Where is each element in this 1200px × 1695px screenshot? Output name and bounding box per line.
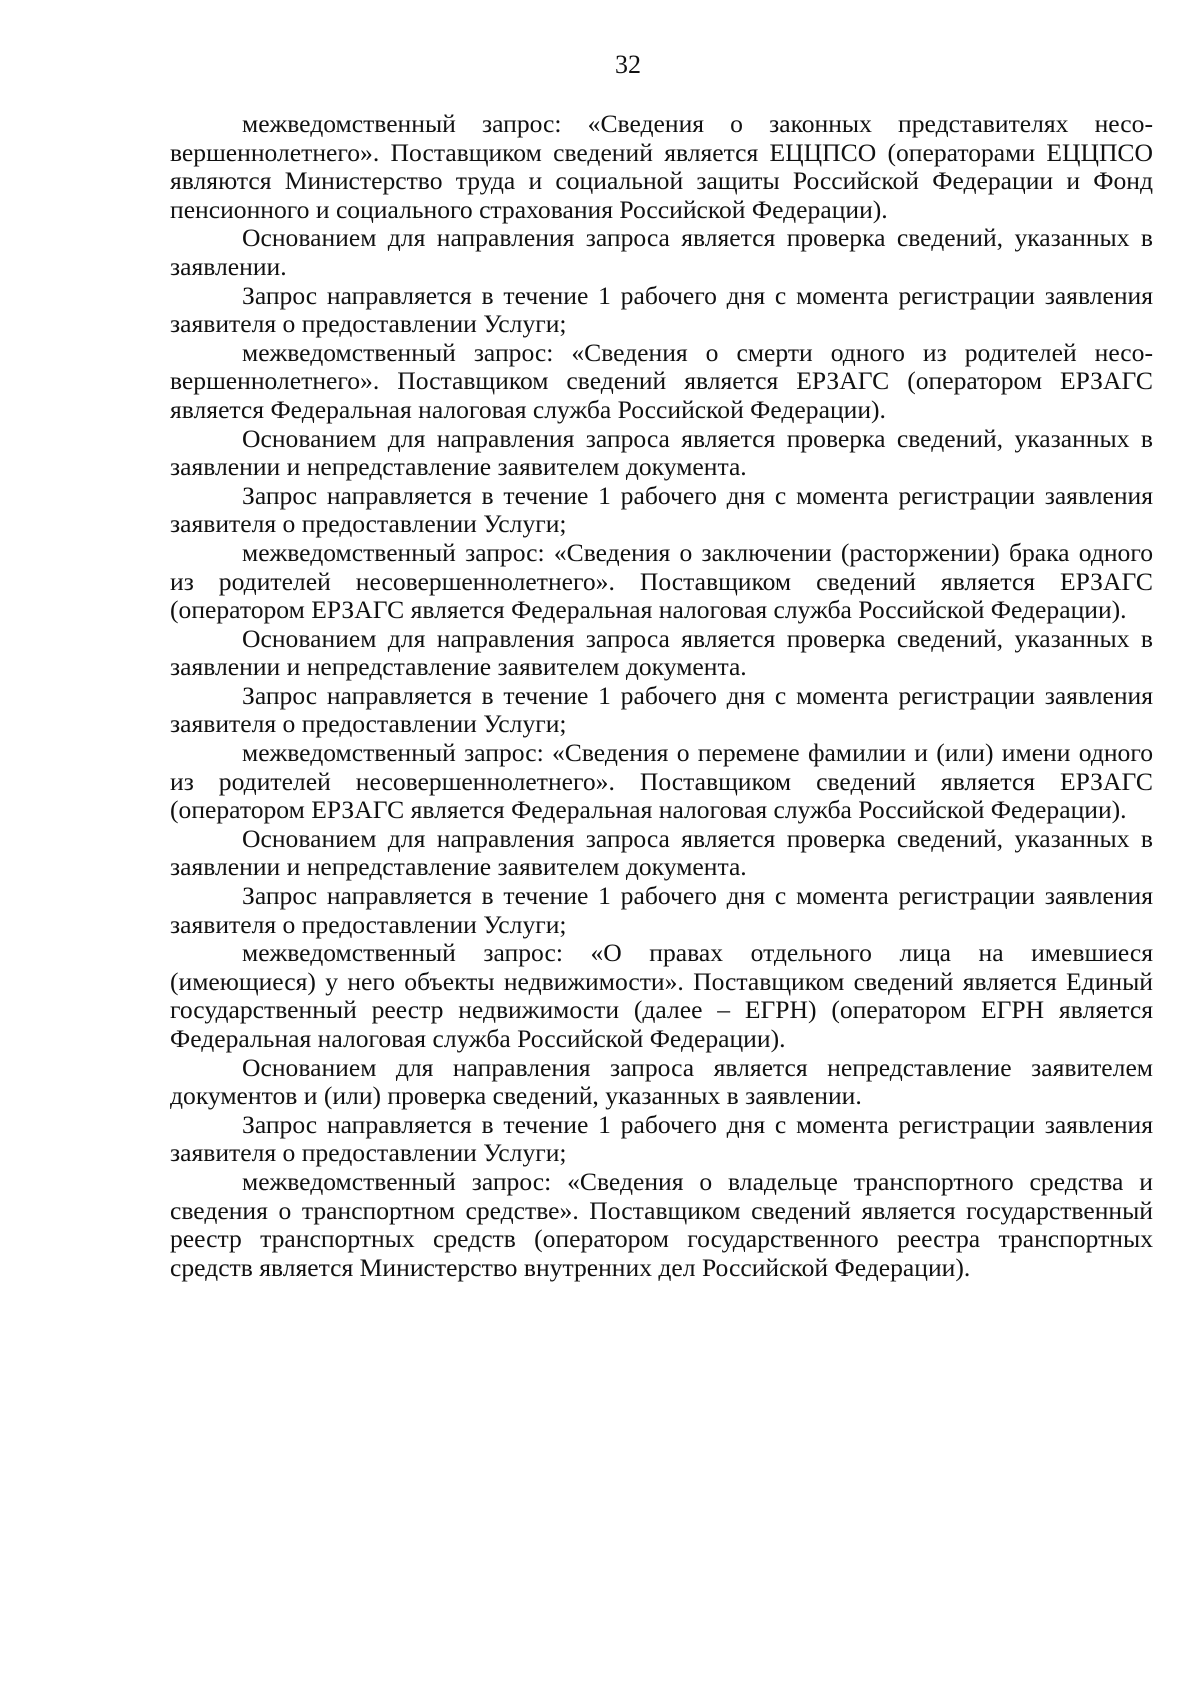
paragraph: Основанием для направления запроса является непредставление заявителем документов и (или) проверка сведений, указанных в заявлении. — [170, 1052, 1153, 1111]
document-body — [170, 110, 1153, 1282]
paragraph: Запрос направляется в течение 1 рабочего дня с момента регистрации заявления заявителя о предоставлении Услуги; — [170, 280, 1153, 339]
paragraph: межведомственный запрос: «Сведения о законных представителях несовершеннолетнего». Поставщиком сведений является ЕЦЦПСО (операторами ЕЦЦПСО являются Министерство труда и социальной защиты Российской Федерации и Фонд пенсионного и социального страхования Российской Федерации). — [170, 109, 1153, 224]
page-number: 32 — [615, 50, 641, 79]
paragraph: межведомственный запрос: «Сведения о владельце транспортного средства и сведения о транспортном средстве». Поставщиком сведений является государственный реестр транспортных средств (оператором государственного реестра транспортных средств является Министерство внутренних дел Российской Федерации). — [170, 1166, 1153, 1282]
paragraph: Основанием для направления запроса является проверка сведений, указанных в заявлении. — [170, 223, 1153, 281]
paragraph: межведомственный запрос: «Сведения о смерти одного из родителей несовершеннолетнего». Поставщиком сведений является ЕРЗАГС (оператором ЕРЗАГС является Федеральная налоговая служба Российской Федерации). — [170, 337, 1153, 424]
paragraph: Запрос направляется в течение 1 рабочего дня с момента регистрации заявления заявителя о предоставлении Услуги; — [170, 680, 1153, 739]
paragraph: Запрос направляется в течение 1 рабочего дня с момента регистрации заявления заявителя о предоставлении Услуги; — [170, 480, 1153, 539]
paragraph: межведомственный запрос: «Сведения о заключении (расторжении) брака одного из родителей несовершеннолетнего». Поставщиком сведений является ЕРЗАГС (оператором ЕРЗАГС является Федеральная налоговая служба Российской Федерации). — [170, 537, 1153, 625]
paragraph: межведомственный запрос: «Сведения о перемене фамилии и (или) имени одного из родителей несовершеннолетнего». Поставщиком сведений является ЕРЗАГС (оператором ЕРЗАГС является Федеральная налоговая служба Российской Федерации). — [170, 738, 1153, 825]
paragraph: Запрос направляется в течение 1 рабочего дня с момента регистрации заявления заявителя о предоставлении Услуги; — [170, 1109, 1153, 1168]
paragraph: Основанием для направления запроса является проверка сведений, указанных в заявлении и непредставление заявителем документа. — [170, 423, 1153, 482]
paragraph: Основанием для направления запроса является проверка сведений, указанных в заявлении и непредставление заявителем документа. — [170, 823, 1153, 882]
paragraph: межведомственный запрос: «О правах отдельного лица на имевшиеся (имеющиеся) у него объекты недвижимости». Поставщиком сведений является Единый государственный реестр недвижимости (далее – ЕГРН) (оператором ЕГРН является Федеральная налоговая служба Российской Федерации). — [170, 938, 1153, 1053]
paragraph: Основанием для направления запроса является проверка сведений, указанных в заявлении и непредставление заявителем документа. — [170, 623, 1153, 682]
paragraph: Запрос направляется в течение 1 рабочего дня с момента регистрации заявления заявителя о предоставлении Услуги; — [170, 881, 1153, 939]
